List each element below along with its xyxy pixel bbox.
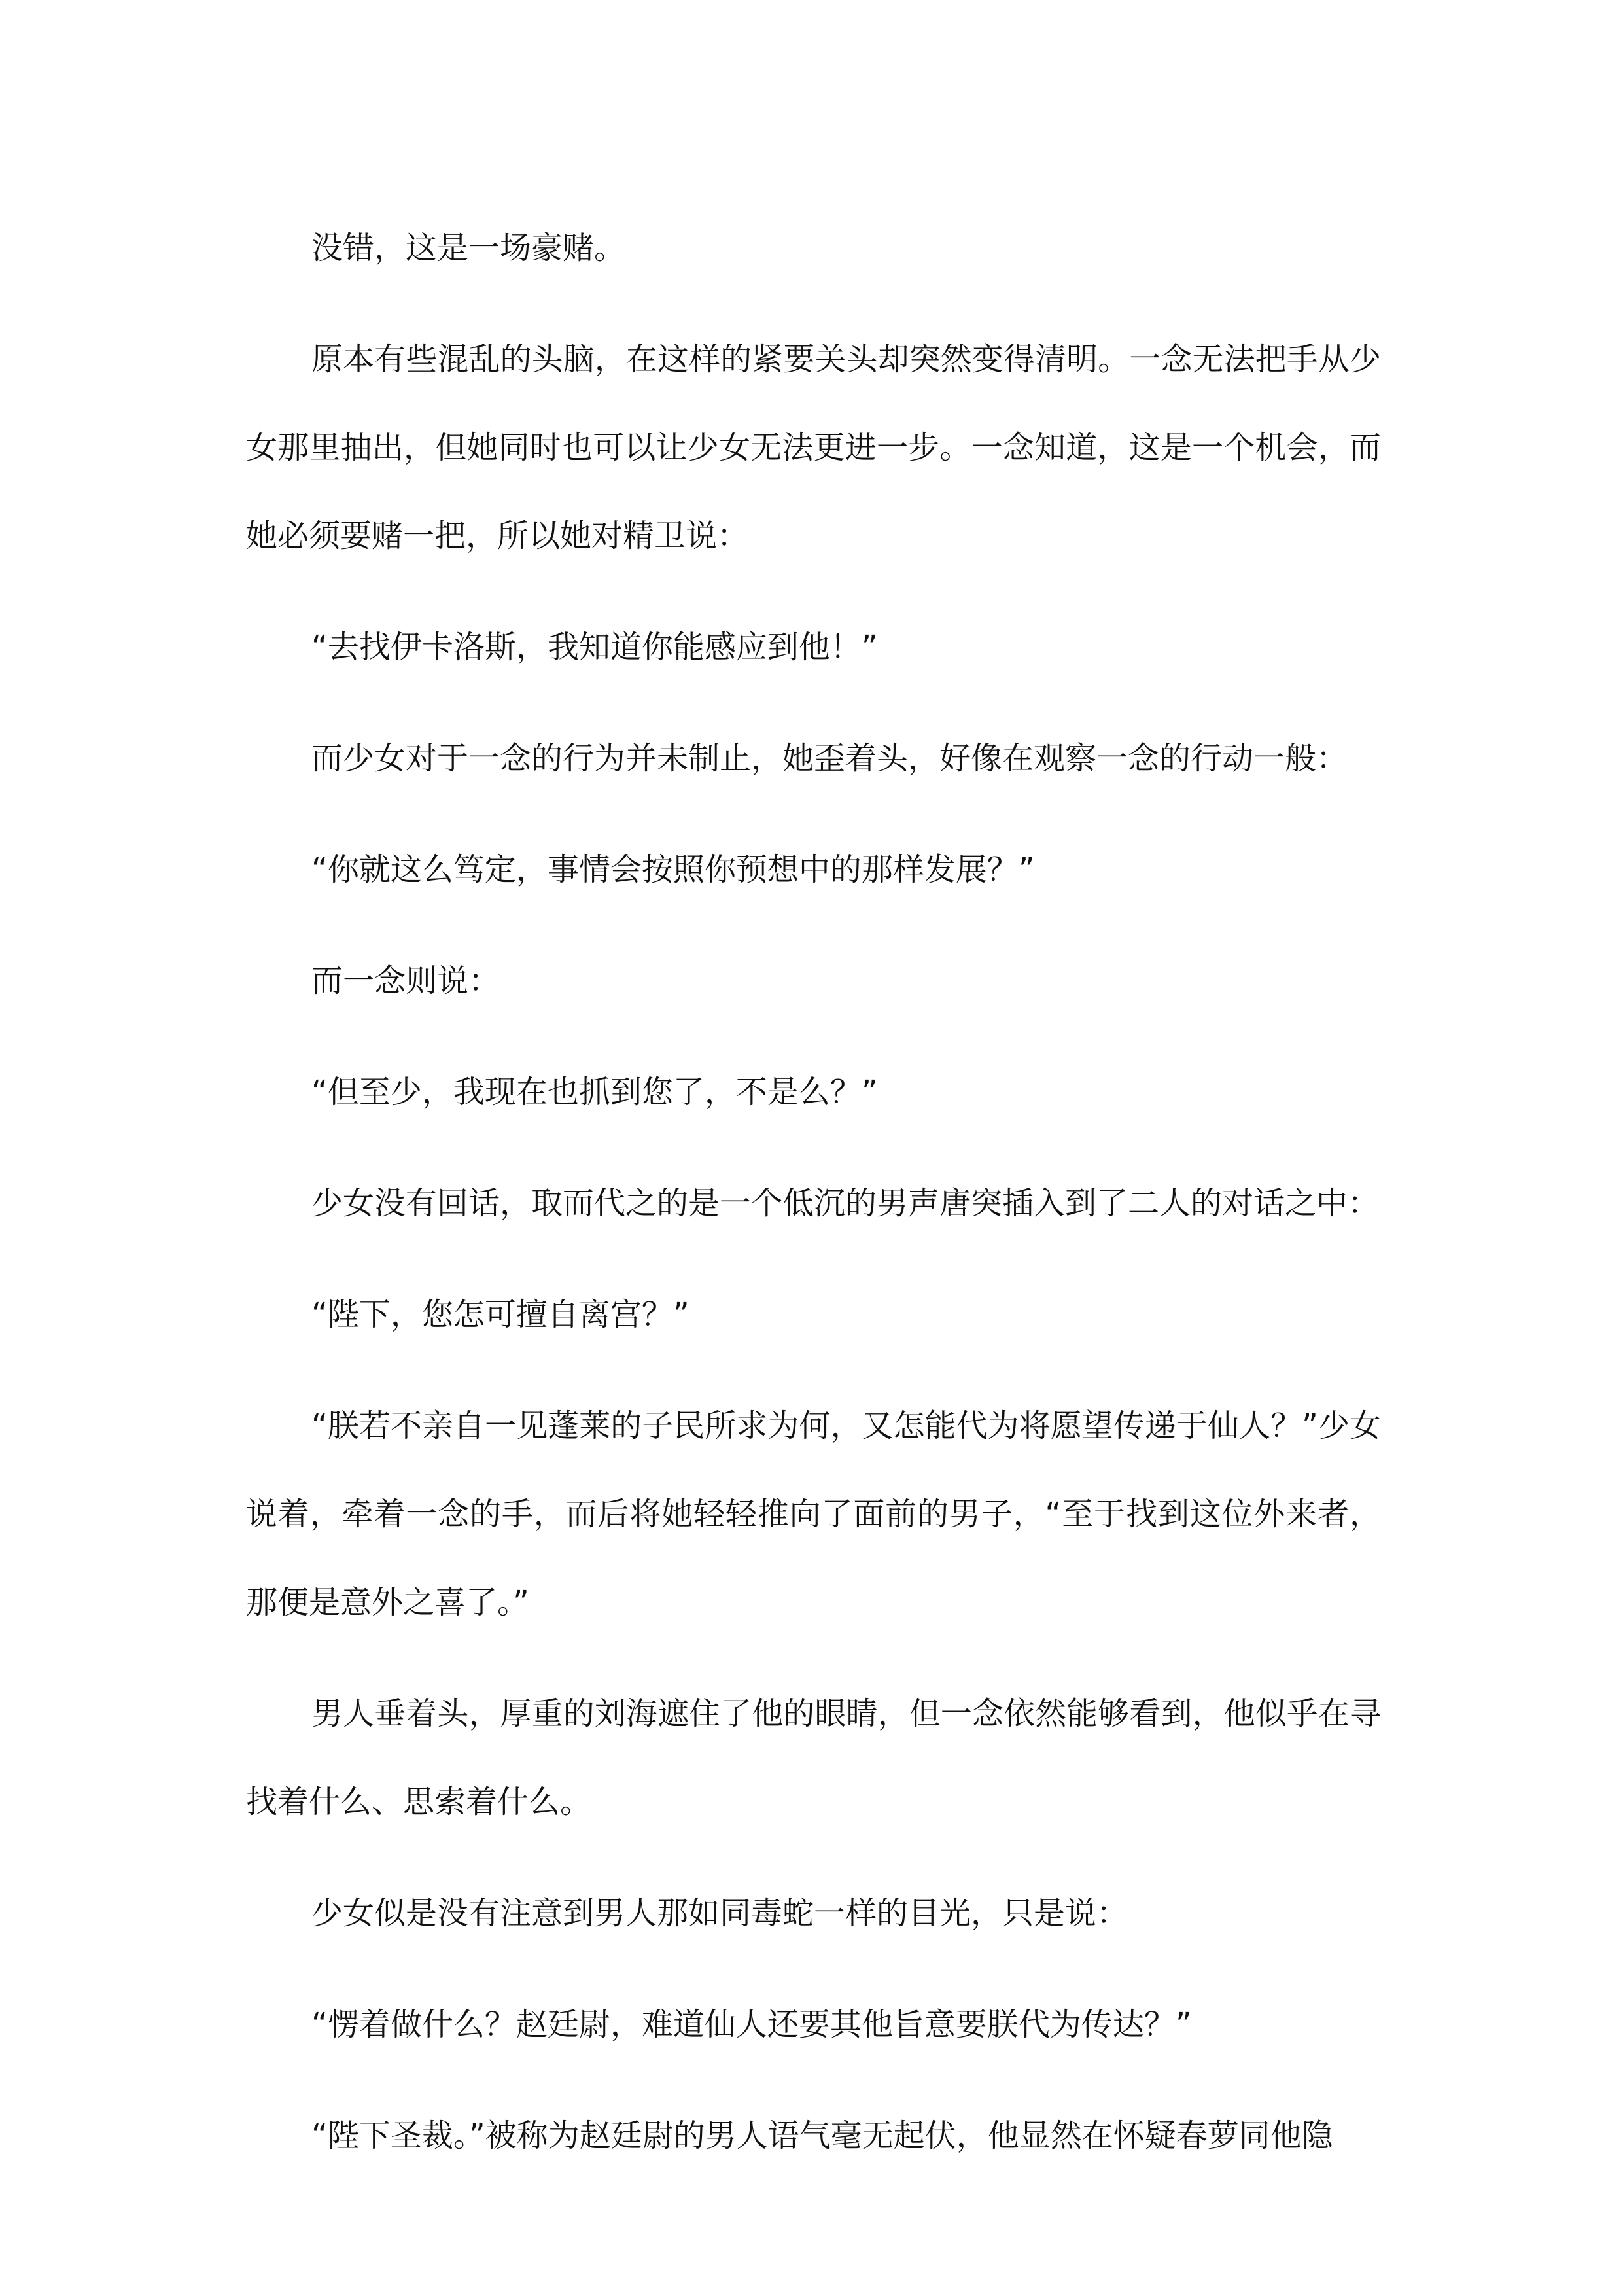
paragraph: 少女似是没有注意到男人那如同毒蛇一样的目光，只是说： — [311, 1895, 1128, 1932]
paragraph: “去找伊卡洛斯，我知道你能感应到他！” — [311, 629, 878, 665]
paragraph: 少女没有回话，取而代之的是一个低沉的男声唐突插入到了二人的对话之中： — [311, 1185, 1380, 1222]
paragraph: “愣着做什么？赵廷尉，难道仙人还要其他旨意要朕代为传达？” — [311, 2006, 1192, 2043]
paragraph: “陛下圣裁。”被称为赵廷尉的男人语气毫无起伏，他显然在怀疑春萝同他隐 — [311, 2117, 1333, 2154]
paragraph: “但至少，我现在也抓到您了，不是么？” — [311, 1074, 878, 1110]
paragraph: 而一念则说： — [311, 963, 500, 999]
paragraph: 没错，这是一场豪赌。 — [311, 230, 626, 266]
paragraph: “陛下，您怎可擅自离宫？” — [311, 1296, 689, 1333]
paragraph: “朕若不亲自一见蓬莱的子民所求为何，又怎能代为将愿望传递于仙人？”少女说着，牵着一念的手，而后将她轻轻推向了面前的男子，“至于找到这位外来者，那便是意外之喜了。” — [246, 1407, 1381, 1621]
paragraph: 原本有些混乱的头脑，在这样的紧要关头却突然变得清明。一念无法把手从少女那里抽出，但她同时也可以让少女无法更进一步。一念知道，这是一个机会，而她必须要赌一把，所以她对精卫说： — [246, 341, 1381, 554]
paragraph: 而少女对于一念的行为并未制止，她歪着头，好像在观察一念的行动一般： — [311, 740, 1348, 777]
paragraph: 男人垂着头，厚重的刘海遮住了他的眼睛，但一念依然能够看到，他似乎在寻找着什么、思索着什么。 — [246, 1695, 1381, 1820]
paragraph: “你就这么笃定，事情会按照你预想中的那样发展？” — [311, 851, 1035, 888]
document-body — [246, 204, 1381, 2203]
